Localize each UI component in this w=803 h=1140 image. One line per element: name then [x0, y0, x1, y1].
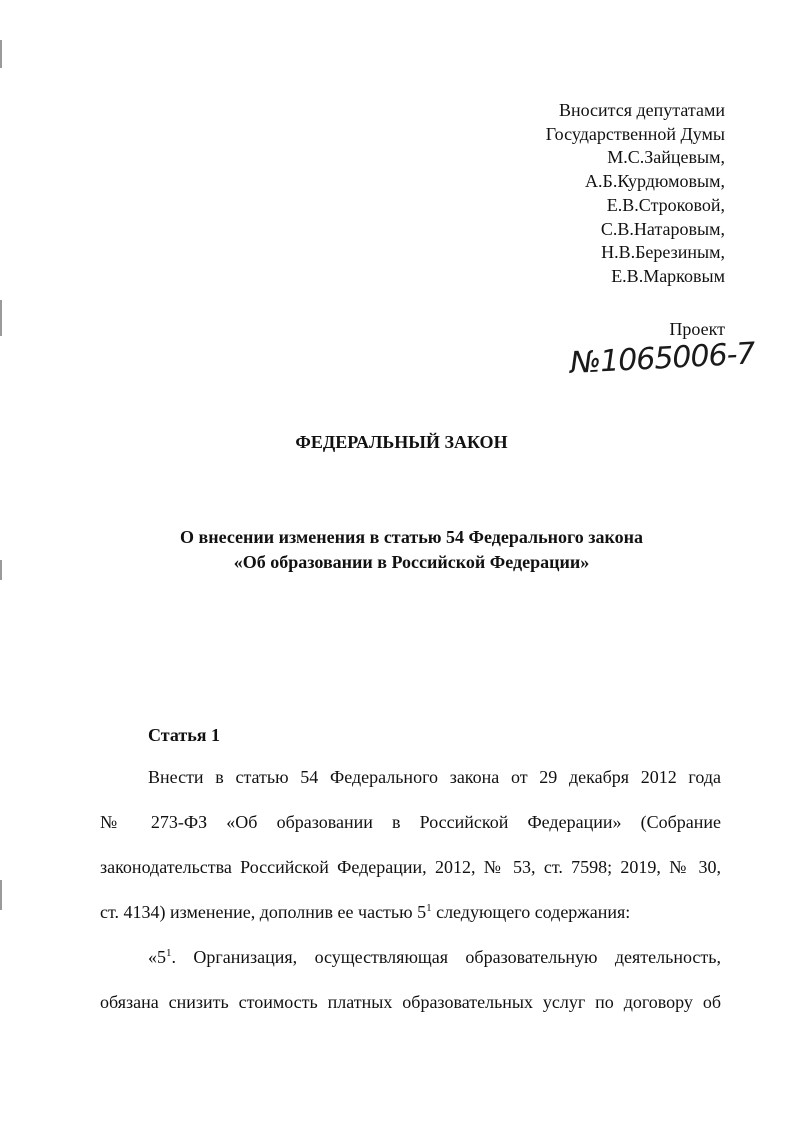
authors-line: Вносится депутатами: [558, 100, 725, 120]
paragraph-line-text: . Организация, осуществляющая образовательную деятельность,: [171, 947, 721, 967]
authors-line: Н.В.Березиным,: [601, 242, 725, 263]
subtitle-line-2: «Об образовании в Российской Федерации»: [233, 552, 590, 572]
scan-edge-mark: [0, 40, 2, 68]
authors-line: Государственной Думы: [545, 123, 725, 144]
introducing-deputies-block: [546, 99, 725, 289]
scan-edge-mark: [0, 300, 2, 336]
paragraph-line: № 273-ФЗ «Об образовании в Российской Федерации» (Собрание: [100, 812, 721, 832]
draft-status-label: Проект: [669, 319, 725, 339]
paragraph-line: Внести в статью 54 Федерального закона от 29 декабря 2012 года: [148, 767, 721, 787]
authors-line: Е.В.Строковой,: [606, 194, 725, 215]
authors-line: А.Б.Курдюмовым,: [585, 171, 725, 192]
document-type-title: ФЕДЕРАЛЬНЫЙ ЗАКОН: [295, 432, 508, 452]
paragraph-line-text: следующего содержания:: [431, 902, 631, 922]
law-subtitle: [0, 525, 803, 575]
paragraph-line-text: ст. 4134) изменение, дополнив ее частью 5: [100, 902, 427, 922]
paragraph-line-text: «5: [148, 947, 166, 967]
authors-line: С.В.Натаровым,: [600, 218, 725, 239]
authors-line: Е.В.Марковым: [611, 265, 725, 286]
scan-edge-mark: [0, 880, 2, 910]
paragraph-line: [100, 900, 721, 924]
paragraph-line: обязана снизить стоимость платных образовательных услуг по договору об: [100, 992, 721, 1012]
authors-line: М.С.Зайцевым,: [607, 147, 725, 168]
subtitle-line-1: О внесении изменения в статью 54 Федерального закона: [180, 527, 643, 547]
superscript-part-number: 1: [166, 947, 172, 959]
paragraph-line: законодательства Российской Федерации, 2012, № 53, ст. 7598; 2019, № 30,: [100, 857, 721, 877]
handwritten-registration-number: №1065006-7: [569, 336, 756, 381]
superscript-part-number: 1: [426, 902, 432, 914]
paragraph-line: [148, 945, 721, 969]
article-heading: Статья 1: [148, 725, 220, 745]
